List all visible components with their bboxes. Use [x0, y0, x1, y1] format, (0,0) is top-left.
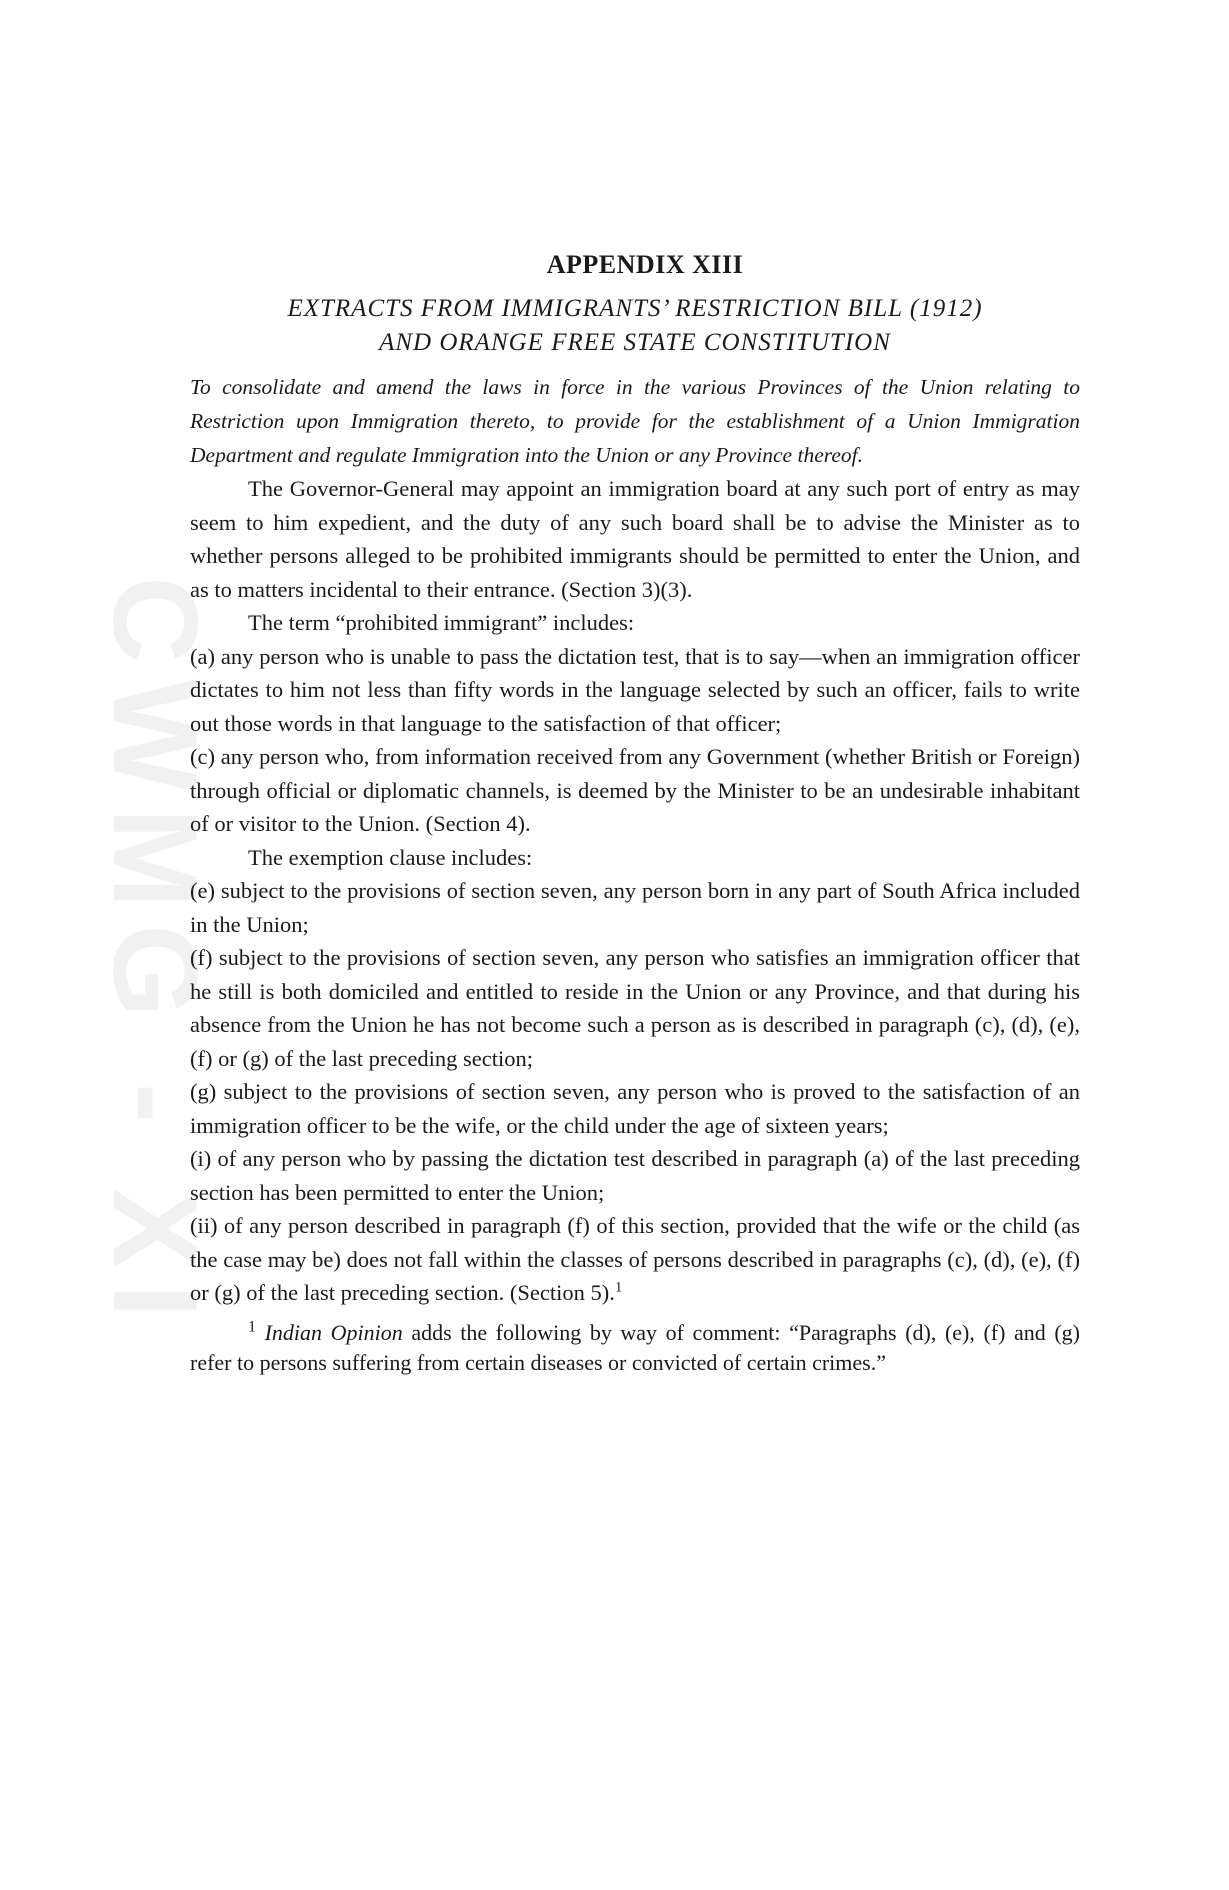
clause-e: (e) subject to the provisions of section seven, any person born in any part of South Africa included in the Union; — [190, 878, 1080, 937]
subtitle-line-2: AND ORANGE FREE STATE CONSTITUTION — [379, 329, 891, 356]
footnote-label: 1 — [248, 1318, 256, 1336]
document-subtitle — [190, 292, 1080, 360]
clause-ii-text: (ii) of any person described in paragraph (f) of this section, provided that the wife or the child (as the case may be) does not fall within the classes of persons described in paragraphs (c), (d), (e), (f) or (g) of the last preceding section. (Section 5). — [190, 1213, 1080, 1305]
clause-g: (g) subject to the provisions of section seven, any person who is proved to the satisfaction of an immigration officer to be the wife, or the child under the age of sixteen years; — [190, 1079, 1080, 1138]
paragraph-immigration-board: The Governor-General may appoint an immigration board at any such port of entry as may seem to him expedient, and the duty of any such board shall be to advise the Minister as to whether persons alleged to be prohibited immigrants should be permitted to enter the Union, and as to matters incidental to their entrance. (Section 3)(3). — [190, 476, 1080, 602]
footnote-spacer — [190, 1310, 1080, 1318]
document-page — [190, 250, 1080, 1378]
appendix-title: APPENDIX XIII — [546, 250, 744, 279]
paragraph-exemption-intro: The exemption clause includes: — [248, 844, 533, 870]
watermark-text: CWMG - XI — [88, 576, 222, 1334]
clause-f: (f) subject to the provisions of section seven, any person who satisfies an immigration officer that he still is both domiciled and entitled to reside in the Union or any Province, and that during his absence from the Union he has not become such a person as is described in paragraph (c), (d), (e), (f) or (g) of the last preceding section; — [190, 945, 1080, 1071]
subtitle-line-1: EXTRACTS FROM IMMIGRANTS’ RESTRICTION BILL (1912) — [287, 295, 983, 322]
clause-i: (i) of any person who by passing the dictation test described in paragraph (a) of the last preceding section has been permitted to enter the Union; — [190, 1146, 1080, 1205]
footnote-reference: 1 — [614, 1279, 623, 1296]
paragraph-term-intro: The term “prohibited immigrant” includes: — [248, 610, 635, 635]
footnote-source: Indian Opinion — [264, 1319, 403, 1345]
clause-ii — [190, 1209, 1080, 1310]
footnote-text: adds the following by way of comment: “Paragraphs (d), (e), (f) and (g) refer to persons suffering from certain diseases or convicted of certain crimes.” — [190, 1319, 1081, 1375]
footnote — [190, 1318, 1080, 1378]
bill-preamble: To consolidate and amend the laws in force in the various Provinces of the Union relating to Restriction upon Immigration thereto, to provide for the establishment of a Union Immigration Department and regulate Immigration into the Union or any Province thereof. — [190, 375, 1080, 467]
clause-a: (a) any person who is unable to pass the dictation test, that is to say—when an immigration officer dictates to him not less than fifty words in the language selected by such an officer, fails to write out those words in that language to the satisfaction of that officer; — [190, 643, 1080, 736]
clause-c: (c) any person who, from information received from any Government (whether British or Foreign) through official or diplomatic channels, is deemed by the Minister to be an undesirable inhabitant of or visitor to the Union. (Section 4). — [190, 744, 1080, 836]
